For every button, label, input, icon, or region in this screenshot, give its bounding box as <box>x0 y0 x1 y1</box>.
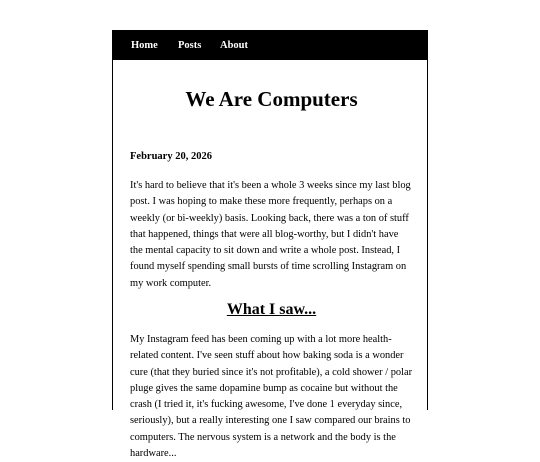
post-title: We Are Computers <box>185 87 358 111</box>
nav-link-about[interactable]: About <box>220 40 249 51</box>
post-paragraph-instagram: My Instagram feed has been coming up with a lot more health-related content. I've seen stuff about how baking soda is a wonder cure (that they buried since it's not profitable), a cold shower / polar pluge gives the same dopamine bump as cocaine but without the crash (I tried it, it's fucking awesome, I've done 1 everyday since, seriously), but a really interesting one I saw compared our brains to computers. The nervous system is a network and the body is the hardware... <box>130 334 413 460</box>
post-date: February 20, 2026 <box>130 151 212 162</box>
page-container <box>112 30 428 460</box>
nav-link-posts[interactable]: Posts <box>178 40 202 51</box>
post-paragraph-intro: It's hard to believe that it's been a whole 3 weeks since my last blog post. I was hoping to make these more frequently, perhaps on a weekly (or bi-weekly) basis. Looking back, there was a ton of stuff that happened, things that were all blog-worthy, but I didn't have the mental capacity to sit down and write a whole post. Instead, I found myself spending small bursts of time scrolling Instagram on my work computer. <box>130 180 411 289</box>
top-navbar <box>113 31 427 60</box>
nav-link-home[interactable]: Home <box>131 40 158 51</box>
section-heading-what-i-saw: What I saw... <box>226 301 317 318</box>
